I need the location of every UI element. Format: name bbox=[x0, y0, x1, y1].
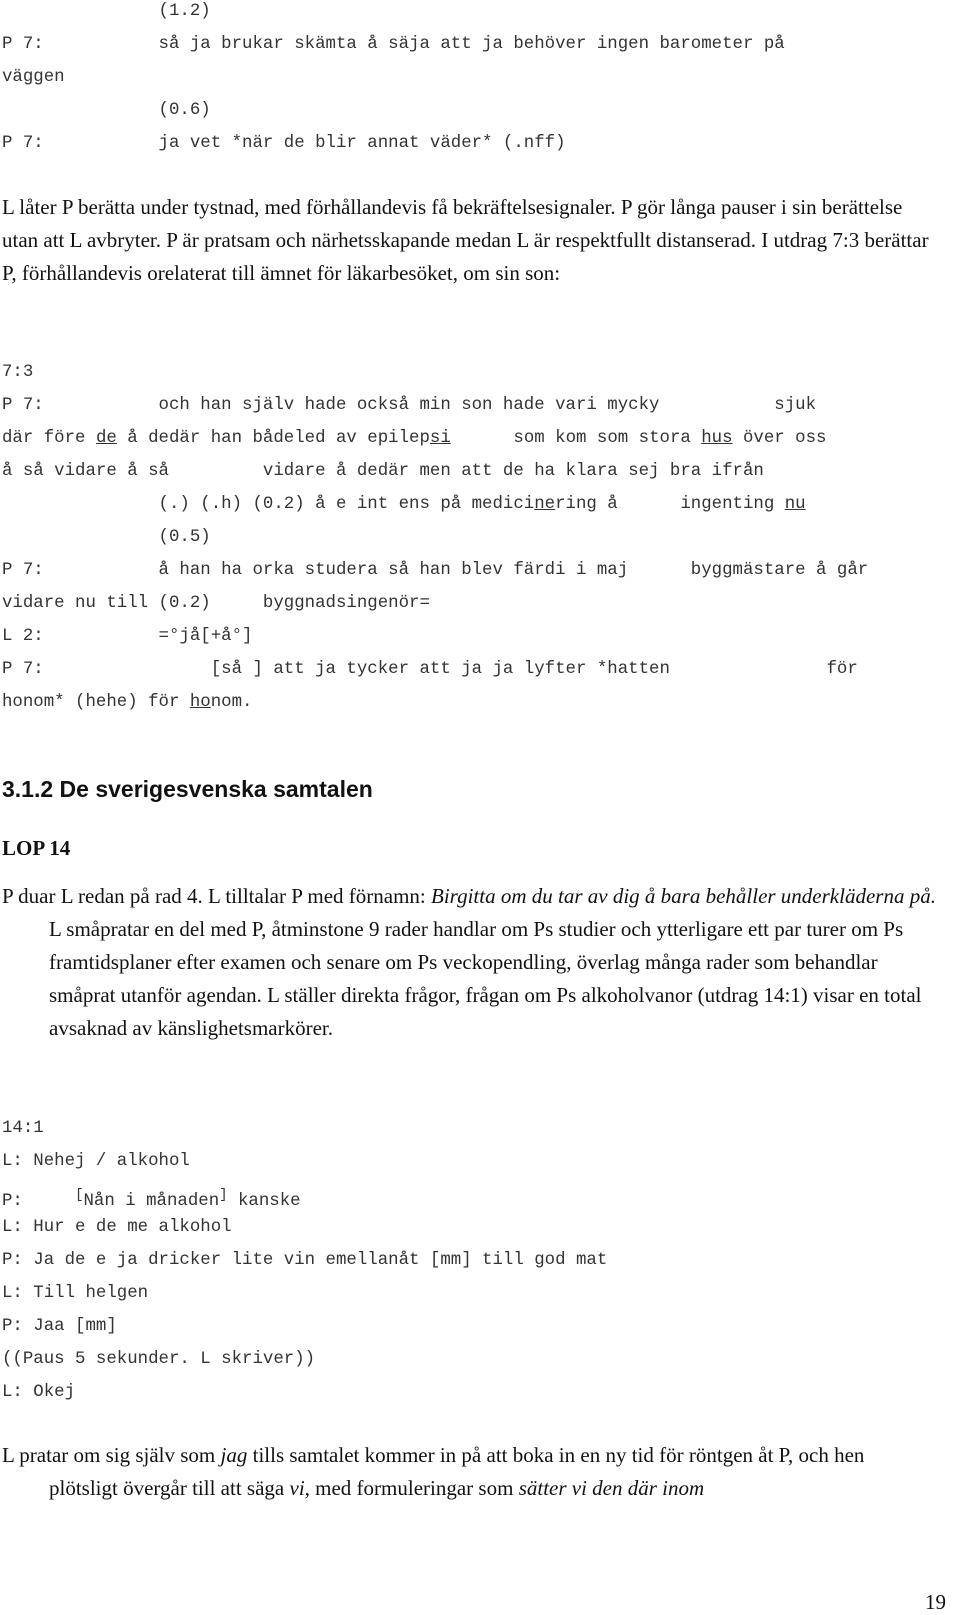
body-paragraph: P duar L redan på rad 4. L tilltalar P med förnamn: Birgitta om du tar av dig å bara behåller underkläderna på. L småpratar en del med P, åtminstone 9 rader handlar om Ps studier och ytterligare ett par turer om Ps framtidsplaner efter examen och senare om Ps veckopendling, överlag många rader som behandlar småprat utanför agendan. L ställer direkta frågor, frågan om Ps alkoholvanor (utdrag 14:1) visar en total avsaknad av känslighetsmarkörer. bbox=[2, 884, 936, 1040]
transcript-line: ((Paus 5 sekunder. L skriver)) bbox=[2, 1350, 316, 1369]
transcript-line: L: Hur e de me alkohol bbox=[2, 1218, 232, 1237]
transcript-line: å så vidare å så vidare å dedär men att de ha klara sej bra ifrån bbox=[2, 462, 764, 481]
transcript-line: L: Okej bbox=[2, 1383, 76, 1402]
section-heading: 3.1.2 De sverigesvenska samtalen bbox=[2, 776, 373, 802]
transcript-line: P 7: [så ] att ja tycker att ja ja lyfter *hatten för bbox=[2, 660, 858, 679]
transcript-line: där före de å dedär han bådeled av epilepsi som kom som stora hus över oss bbox=[2, 429, 827, 448]
body-paragraph: L låter P berätta under tystnad, med förhållandevis få bekräftelsesignaler. P gör långa pauser i sin berättelse utan att L avbryter. P är pratsam och närhetsskapande medan L är respektfullt distanserad. I utdrag 7:3 berättar P, förhållandevis orelaterat till ämnet för läkarbesöket, om sin son: bbox=[2, 195, 929, 285]
body-paragraph: L pratar om sig själv som jag tills samtalet kommer in på att boka in en ny tid för röntgen åt P, och hen plötsligt övergår till att säga vi, med formuleringar som sätter vi den där inom bbox=[2, 1443, 865, 1500]
transcript-line: (.) (.h) (0.2) å e int ens på medicinering å ingenting nu bbox=[2, 495, 806, 514]
transcript-line: P: [Nån i månaden] kanske bbox=[2, 1187, 301, 1211]
transcript-line: L 2: =°jå[+å°] bbox=[2, 627, 253, 646]
transcript-line: väggen bbox=[2, 68, 65, 87]
transcript-line: P 7: så ja brukar skämta å säja att ja behöver ingen barometer på bbox=[2, 35, 785, 54]
transcript-line: P: Jaa [mm] bbox=[2, 1317, 117, 1336]
transcript-line: (0.5) bbox=[2, 528, 211, 547]
transcript-line: L: Till helgen bbox=[2, 1284, 149, 1303]
transcript-line: honom* (hehe) för honom. bbox=[2, 693, 253, 712]
excerpt-label: 7:3 bbox=[2, 363, 34, 382]
transcript-line: P 7: och han själv hade också min son hade vari mycky sjuk bbox=[2, 396, 817, 415]
transcript-line: L: Nehej / alkohol bbox=[2, 1152, 190, 1171]
transcript-line: P 7: å han ha orka studera så han blev färdi i maj byggmästare å går bbox=[2, 561, 869, 580]
transcript-line: P 7: ja vet *när de blir annat väder* (.nff) bbox=[2, 134, 566, 153]
page-number: 19 bbox=[925, 1590, 946, 1614]
transcript-line: vidare nu till (0.2) byggnadsingenör= bbox=[2, 594, 430, 613]
excerpt-label: 14:1 bbox=[2, 1119, 44, 1138]
transcript-line: P: Ja de e ja dricker lite vin emellanåt [mm] till god mat bbox=[2, 1251, 608, 1270]
transcript-line: (0.6) bbox=[2, 101, 211, 120]
subheading: LOP 14 bbox=[2, 836, 71, 860]
transcript-line: (1.2) bbox=[2, 2, 211, 21]
